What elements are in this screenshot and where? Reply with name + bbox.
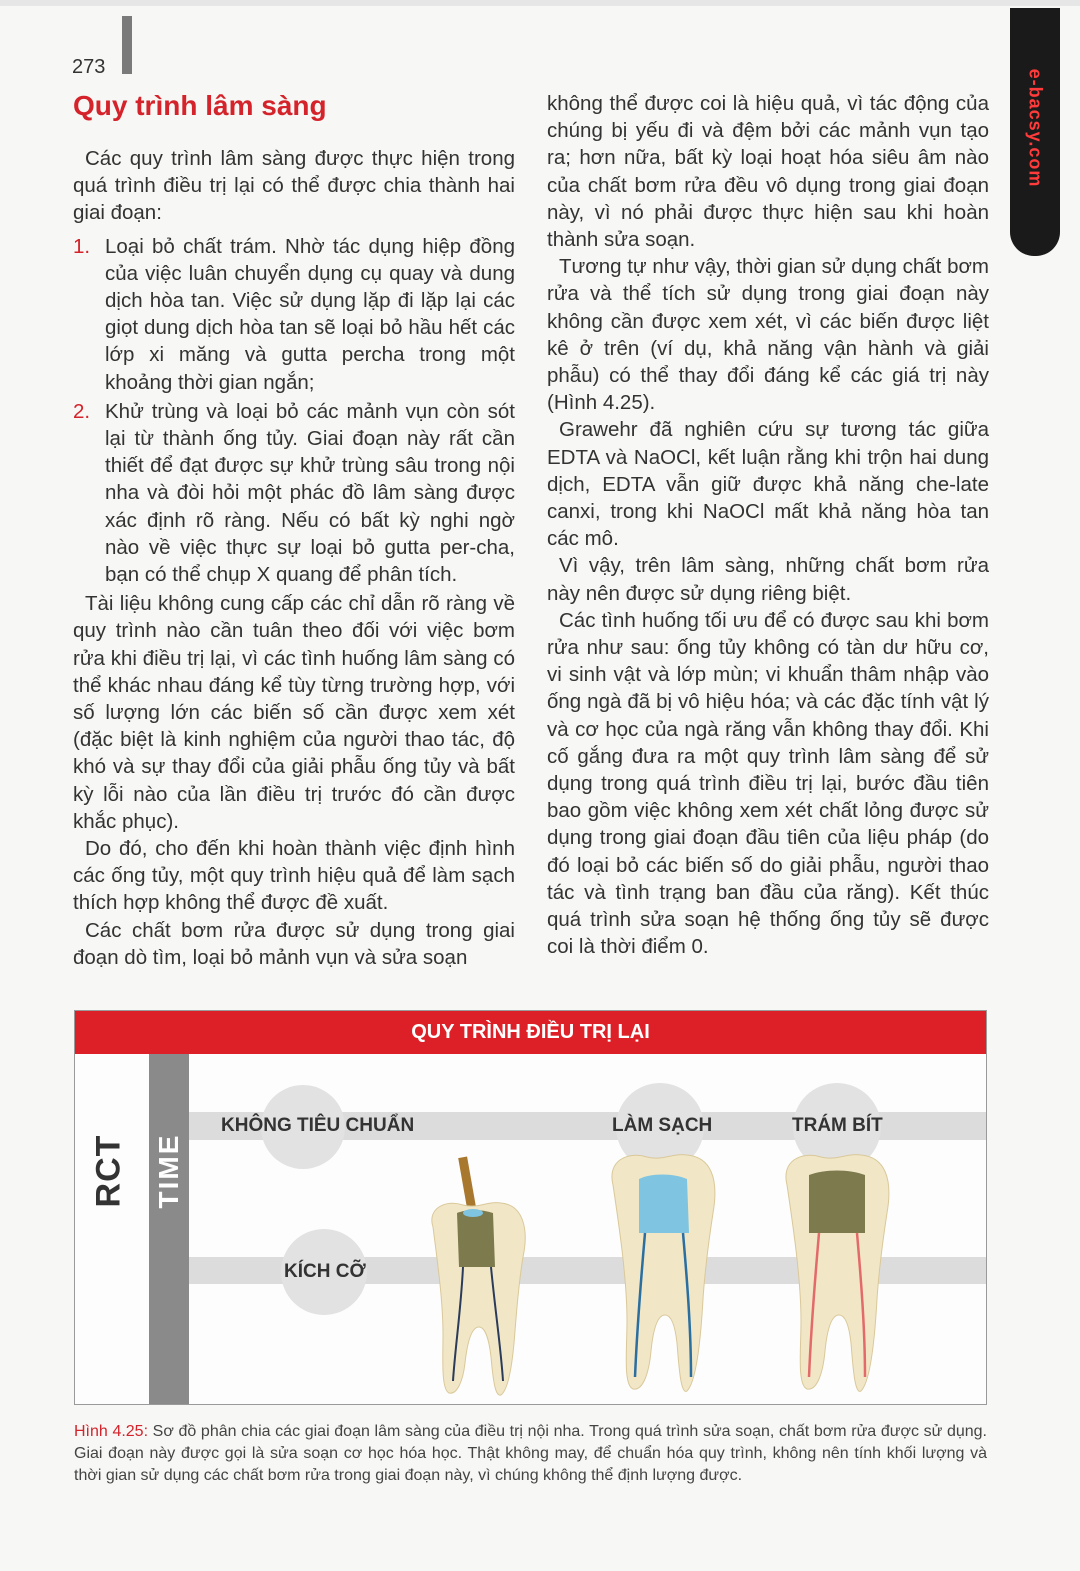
stage-label-cleaning: LÀM SẠCH xyxy=(612,1115,713,1136)
tooth-with-file-icon xyxy=(423,1149,533,1399)
figure-caption xyxy=(74,1421,987,1487)
paragraph: Các chất bơm rửa được sử dụng trong giai đoạn dò tìm, loại bỏ mảnh vụn và sửa soạn xyxy=(73,918,515,969)
stage-label-non-standard: KHÔNG TIÊU CHUẨN xyxy=(221,1115,415,1136)
paragraph: Grawehr đã nghiên cứu sự tương tác giữa EDTA và NaOCl, kết luận rằng khi trộn hai dung dịch, EDTA vẫn giữ được khả năng che-late canxi, trong khi NaOCl mất khả năng hòa tan các mô. xyxy=(547,418,989,551)
tooth-cleaning-icon xyxy=(605,1129,725,1399)
right-column xyxy=(547,90,989,961)
paragraph: Tài liệu không cung cấp các chỉ dẫn rõ ràng về quy trình nào cần tuân theo đối với việc bơm rửa khi điều trị lại, vì các tình huống lâm sàng có thể khác nhau đáng kể tùy từng trường hợp, với số lượng lớn các biến số cần được xem xét (đặc biệt là kinh nghiệm của người thao tác, độ khó và sự thay đổi của giải phẫu ống tủy và bất kỳ lỗi nào của lần điều trị trước đó cần được khắc phục). xyxy=(73,592,515,833)
time-axis xyxy=(149,1054,189,1405)
stage-list xyxy=(73,233,515,589)
list-item xyxy=(73,233,515,396)
list-item xyxy=(73,398,515,588)
stage-label-size: KÍCH CỠ xyxy=(284,1261,366,1282)
page-number-rule xyxy=(122,16,132,74)
paragraph: Các tình huống tối ưu để có được sau khi bơm rửa như sau: ống tủy không có tàn dư hữu cơ, vi sinh vật và lớp mùn; vi khuẩn thâm nhập vào ống ngà đã bị vô hiệu hóa; và các đặc tính vật lý và cơ học của ngà răng vẫn không thay đổi. Khi cố gắng đưa ra một quy trình lâm sàng để sử dụng trong quá trình điều trị lại, bước đầu tiên bao gồm việc không xem xét chất lỏng được sử dụng trong giai đoạn đầu tiên của liệu pháp (do đó loại bỏ các biến số do giải phẫu, người thao tác và tình trạng ban đầu của răng). Kết thúc quá trình sửa soạn hệ thống ống tủy sẽ được coi là thời điểm 0. xyxy=(547,608,989,959)
caption-label: Hình 4.25: xyxy=(74,1423,149,1440)
tooth-filled-icon xyxy=(779,1129,899,1399)
list-number: 1. xyxy=(73,234,91,258)
list-text: Loại bỏ chất trám. Nhờ tác dụng hiệp đồng của việc luân chuyển dụng cụ quay và dung dịch hòa tan. Việc sử dụng lặp đi lặp lại các giọt dung dịch hòa tan sẽ loại bỏ hầu hết các lớp xi măng và gutta percha trong một khoảng thời gian ngắn; xyxy=(105,234,515,394)
diagram-title: QUY TRÌNH ĐIỀU TRỊ LẠI xyxy=(75,1011,986,1054)
time-label: TIME xyxy=(153,1133,184,1209)
side-tab-label: e-bacsy.com xyxy=(1025,68,1046,188)
left-column xyxy=(73,88,515,971)
retreatment-diagram xyxy=(74,1010,987,1405)
caption-text: Sơ đồ phân chia các giai đoạn lâm sàng của điều trị nội nha. Trong quá trình sửa soạn, chất bơm rửa được sử dụng. Giai đoạn này được gọi là sửa soạn cơ học hóa học. Thật không may, để chuẩn hóa quy trình, không nên tính khối lượng và thời gian sử dụng các chất bơm rửa trong giai đoạn này, vì chúng không thể định lượng được. xyxy=(74,1423,988,1484)
side-tab xyxy=(1010,8,1060,256)
stage-label-filling: TRÁM BÍT xyxy=(792,1115,883,1136)
paragraph: không thể được coi là hiệu quả, vì tác động của chúng bị yếu đi và đệm bởi các mảnh vụn tạo ra; hơn nữa, bất kỳ loại hoạt hóa siêu âm nào của chất bơm rửa đều vô dụng trong giai đoạn này, vì nó phải được thực hiện sau khi hoàn thành sửa soạn. xyxy=(547,92,989,252)
top-edge xyxy=(0,0,1080,6)
list-text: Khử trùng và loại bỏ các mảnh vụn còn sót lại từ thành ống tủy. Giai đoạn này rất cần thiết để đạt được sự khử trùng sâu trong nội nha và đòi hỏi một phác đồ lâm sàng được xác định rõ ràng. Nếu có bất kỳ nghi ngờ nào về việc thực sự loại bỏ gutta per-cha, bạn có thể chụp X quang để phân tích. xyxy=(105,399,515,587)
paragraph: Vì vậy, trên lâm sàng, những chất bơm rửa này nên được sử dụng riêng biệt. xyxy=(547,554,989,605)
section-title: Quy trình lâm sàng xyxy=(73,90,327,121)
paragraph: Tương tự như vậy, thời gian sử dụng chất bơm rửa và thể tích sử dụng trong giai đoạn này không cần được xem xét, vì các biến được liệt kê ở trên (ví dụ, khả năng vận hành và giải phẫu) có thể thay đổi đáng kể các giá trị này (Hình 4.25). xyxy=(547,255,989,415)
rct-label: RCT xyxy=(89,1134,128,1208)
paragraph: Do đó, cho đến khi hoàn thành việc định hình các ống tủy, một quy trình hiệu quả để làm sạch thích hợp không thể được đề xuất. xyxy=(73,837,515,915)
list-number: 2. xyxy=(73,399,91,423)
intro-paragraph: Các quy trình lâm sàng được thực hiện trong quá trình điều trị lại có thể được chia thành hai giai đoạn: xyxy=(73,147,515,225)
page-number: 273 xyxy=(72,56,106,78)
